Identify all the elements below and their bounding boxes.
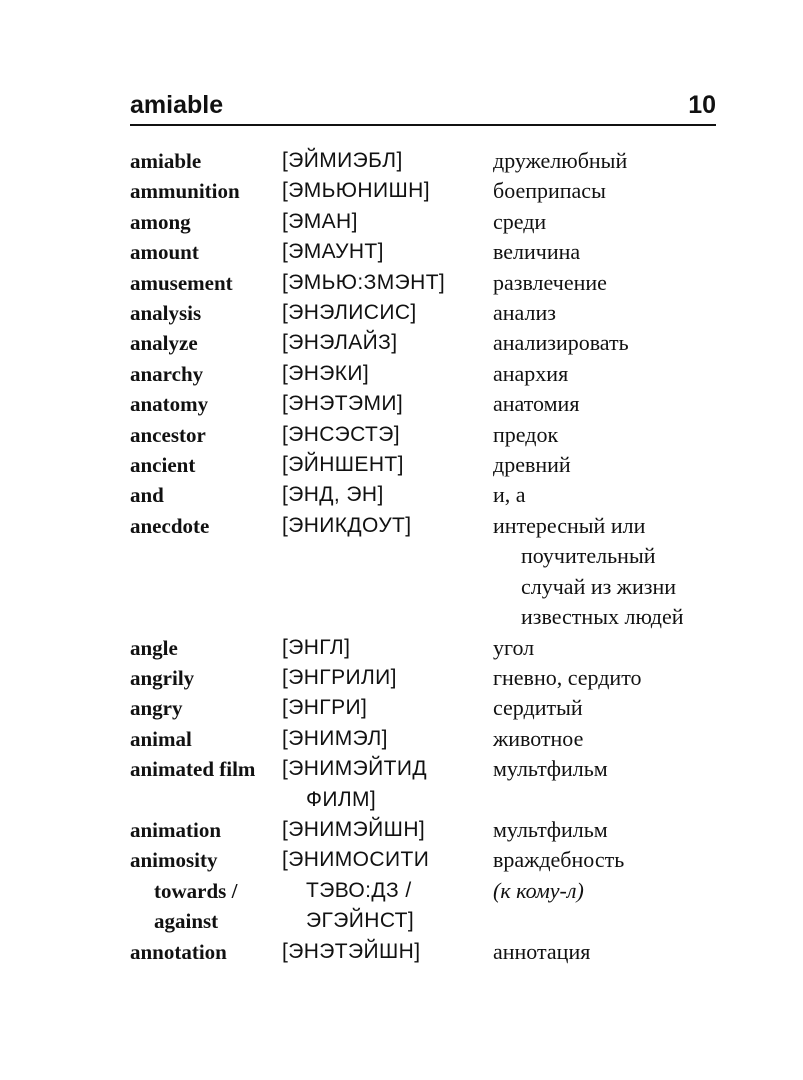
entry-translation: [493, 450, 730, 480]
entry-translation: [493, 845, 730, 936]
entry-word-line: amiable: [130, 149, 202, 173]
entry-pronunciation: [282, 176, 493, 206]
entry-translation: [493, 937, 730, 967]
entry-pronunciation-line: [ЭМЬЮ:ЗМЭНТ]: [282, 270, 446, 294]
page-number: 10: [688, 91, 716, 119]
entry-pronunciation-line: [ЭНИМОСИТИ: [282, 848, 430, 872]
entry-word: [130, 845, 282, 936]
entry-translation: [493, 359, 730, 389]
entry-word-line: among: [130, 209, 191, 234]
entry-pronunciation: [282, 633, 493, 663]
entry-pronunciation-line: [ЭНИМЭЙШН]: [282, 817, 426, 841]
entry-pronunciation: [282, 389, 493, 419]
dictionary-entry: [130, 633, 730, 663]
entry-pronunciation-line: [ЭНД, ЭН]: [282, 483, 384, 507]
entry-word: [130, 176, 282, 206]
entry-pronunciation-line: [ЭНИМЭЛ]: [282, 726, 388, 750]
entry-pronunciation: [282, 663, 493, 693]
entry-word: [130, 298, 282, 328]
entry-pronunciation-line: [ЭНГРИ]: [282, 696, 368, 720]
entry-word-line: animal: [130, 726, 192, 751]
entry-word-line: annotation: [130, 939, 227, 964]
entry-pronunciation: [282, 845, 493, 936]
entry-word: [130, 480, 282, 510]
entry-pronunciation: [282, 420, 493, 450]
entry-translation: [493, 724, 730, 754]
entry-pronunciation: [282, 754, 493, 815]
dictionary-entry: [130, 663, 730, 693]
entry-translation-line: развлечение: [493, 269, 607, 295]
entry-pronunciation-line: [ЭМАН]: [282, 209, 358, 233]
entry-translation-line: боеприпасы: [493, 178, 606, 204]
entry-pronunciation: [282, 146, 493, 176]
dictionary-entry: [130, 298, 730, 328]
entry-translation-line: поучительный: [521, 543, 656, 569]
entry-translation: [493, 815, 730, 845]
entry-word: [130, 389, 282, 419]
entry-pronunciation-line: [ЭНЭЛИСИС]: [282, 301, 417, 325]
entry-pronunciation-line: [ЭНГЛ]: [282, 635, 351, 659]
entry-pronunciation: [282, 937, 493, 967]
dictionary-entry: [130, 146, 730, 176]
entry-translation-line: анализировать: [493, 330, 629, 356]
entry-word-line: angle: [130, 635, 178, 660]
entry-translation-line: интересный или: [493, 512, 646, 538]
entry-word: [130, 724, 282, 754]
entry-translation-line: враждебность: [493, 847, 625, 873]
entry-pronunciation-line: ЭГЭЙНСТ]: [306, 909, 415, 933]
entry-translation-line: (к кому-л): [493, 877, 584, 903]
entry-translation-line: величина: [493, 239, 581, 265]
dictionary-entry: [130, 845, 730, 936]
entry-word: [130, 420, 282, 450]
entry-word-line: ancestor: [130, 422, 206, 447]
entry-pronunciation: [282, 207, 493, 237]
entry-pronunciation: [282, 815, 493, 845]
entry-pronunciation: [282, 237, 493, 267]
entry-translation: [493, 389, 730, 419]
dictionary-entry: [130, 328, 730, 358]
header-guide-word: amiable: [130, 91, 224, 119]
entry-word-line: angry: [130, 696, 183, 721]
dictionary-entries: [130, 146, 730, 967]
entry-pronunciation-line: [ЭЙНШЕНТ]: [282, 453, 404, 477]
entry-translation: [493, 663, 730, 693]
entry-translation: [493, 328, 730, 358]
entry-translation-line: древний: [493, 452, 571, 478]
entry-word: [130, 693, 282, 723]
entry-word: [130, 359, 282, 389]
entry-translation: [493, 146, 730, 176]
entry-pronunciation: [282, 693, 493, 723]
entry-translation-line: дружелюбный: [493, 148, 628, 173]
entry-translation-line: анархия: [493, 360, 569, 386]
entry-pronunciation: [282, 480, 493, 510]
entry-word: [130, 754, 282, 815]
entry-word-line: and: [130, 483, 164, 508]
dictionary-entry: [130, 937, 730, 967]
entry-word-line: anatomy: [130, 392, 209, 417]
entry-translation-line: анализ: [493, 300, 556, 326]
entry-translation-line: предок: [493, 421, 559, 447]
entry-pronunciation-line: [ЭМАУНТ]: [282, 240, 384, 264]
entry-word: [130, 268, 282, 298]
entry-word-line: ammunition: [130, 179, 240, 204]
entry-word-line: amusement: [130, 270, 233, 295]
entry-translation-line: гневно, сердито: [493, 664, 642, 690]
entry-pronunciation-line: [ЭМЬЮНИШН]: [282, 179, 430, 203]
dictionary-entry: [130, 207, 730, 237]
entry-translation: [493, 207, 730, 237]
entry-translation: [493, 268, 730, 298]
entry-pronunciation-line: [ЭНЭКИ]: [282, 361, 370, 385]
dictionary-entry: [130, 480, 730, 510]
entry-translation-line: мультфильм: [493, 756, 608, 782]
entry-pronunciation-line: ТЭВО:ДЗ /: [306, 878, 412, 902]
dictionary-entry: [130, 815, 730, 845]
entry-pronunciation-line: [ЭНЭЛАЙЗ]: [282, 331, 398, 355]
entry-word-line: ancient: [130, 453, 196, 478]
entry-pronunciation: [282, 724, 493, 754]
entry-translation: [493, 511, 730, 633]
entry-translation-line: животное: [493, 725, 584, 751]
entry-word-line: angrily: [130, 665, 195, 690]
dictionary-entry: [130, 268, 730, 298]
entry-translation: [493, 176, 730, 206]
entry-word-line: analysis: [130, 301, 202, 326]
entry-pronunciation: [282, 328, 493, 358]
entry-translation: [493, 480, 730, 510]
entry-translation: [493, 298, 730, 328]
entry-translation-line: и, а: [493, 482, 526, 508]
entry-translation-line: известных людей: [521, 604, 684, 630]
entry-word: [130, 237, 282, 267]
entry-word: [130, 815, 282, 845]
entry-translation: [493, 237, 730, 267]
entry-word: [130, 146, 282, 176]
entry-translation-line: среди: [493, 208, 547, 234]
entry-translation: [493, 693, 730, 723]
entry-word: [130, 328, 282, 358]
entry-word: [130, 633, 282, 663]
entry-pronunciation-line: ФИЛМ]: [306, 787, 377, 811]
entry-translation: [493, 420, 730, 450]
entry-word: [130, 207, 282, 237]
entry-word-line: amount: [130, 240, 199, 265]
entry-pronunciation-line: [ЭНИКДОУТ]: [282, 513, 412, 537]
entry-word: [130, 937, 282, 967]
entry-pronunciation: [282, 450, 493, 480]
entry-pronunciation-line: [ЭНИМЭЙТИД: [282, 757, 428, 781]
dictionary-entry: [130, 724, 730, 754]
entry-translation-line: анатомия: [493, 391, 580, 417]
entry-word-line: animosity: [130, 848, 218, 873]
entry-word-line: analyze: [130, 331, 198, 356]
entry-translation-line: аннотация: [493, 938, 591, 964]
dictionary-entry: [130, 420, 730, 450]
entry-translation-line: мультфильм: [493, 816, 608, 842]
entry-word-line: against: [154, 909, 219, 934]
entry-pronunciation-line: [ЭНСЭСТЭ]: [282, 422, 400, 446]
dictionary-entry: [130, 450, 730, 480]
entry-translation-line: сердитый: [493, 695, 583, 721]
entry-pronunciation-line: [ЭНГРИЛИ]: [282, 665, 397, 689]
entry-word-line: animated film: [130, 757, 256, 782]
entry-word-line: anarchy: [130, 361, 204, 386]
dictionary-entry: [130, 693, 730, 723]
entry-word: [130, 511, 282, 633]
entry-pronunciation-line: [ЭНЭТЭЙШН]: [282, 939, 421, 963]
dictionary-entry: [130, 359, 730, 389]
entry-word: [130, 663, 282, 693]
dictionary-entry: [130, 389, 730, 419]
entry-pronunciation: [282, 359, 493, 389]
dictionary-entry: [130, 237, 730, 267]
dictionary-entry: [130, 176, 730, 206]
dictionary-entry: [130, 754, 730, 815]
entry-translation-line: случай из жизни: [521, 573, 677, 599]
entry-pronunciation: [282, 298, 493, 328]
entry-word-line: towards /: [154, 878, 238, 903]
entry-translation-line: угол: [493, 634, 535, 660]
entry-word-line: anecdote: [130, 513, 210, 538]
entry-pronunciation: [282, 268, 493, 298]
entry-pronunciation: [282, 511, 493, 633]
dictionary-entry: [130, 511, 730, 633]
entry-translation: [493, 633, 730, 663]
entry-word-line: animation: [130, 817, 222, 842]
entry-pronunciation-line: [ЭНЭТЭМИ]: [282, 392, 404, 416]
entry-pronunciation-line: [ЭЙМИЭБЛ]: [282, 149, 403, 172]
entry-word: [130, 450, 282, 480]
entry-translation: [493, 754, 730, 815]
running-header: [130, 88, 716, 126]
